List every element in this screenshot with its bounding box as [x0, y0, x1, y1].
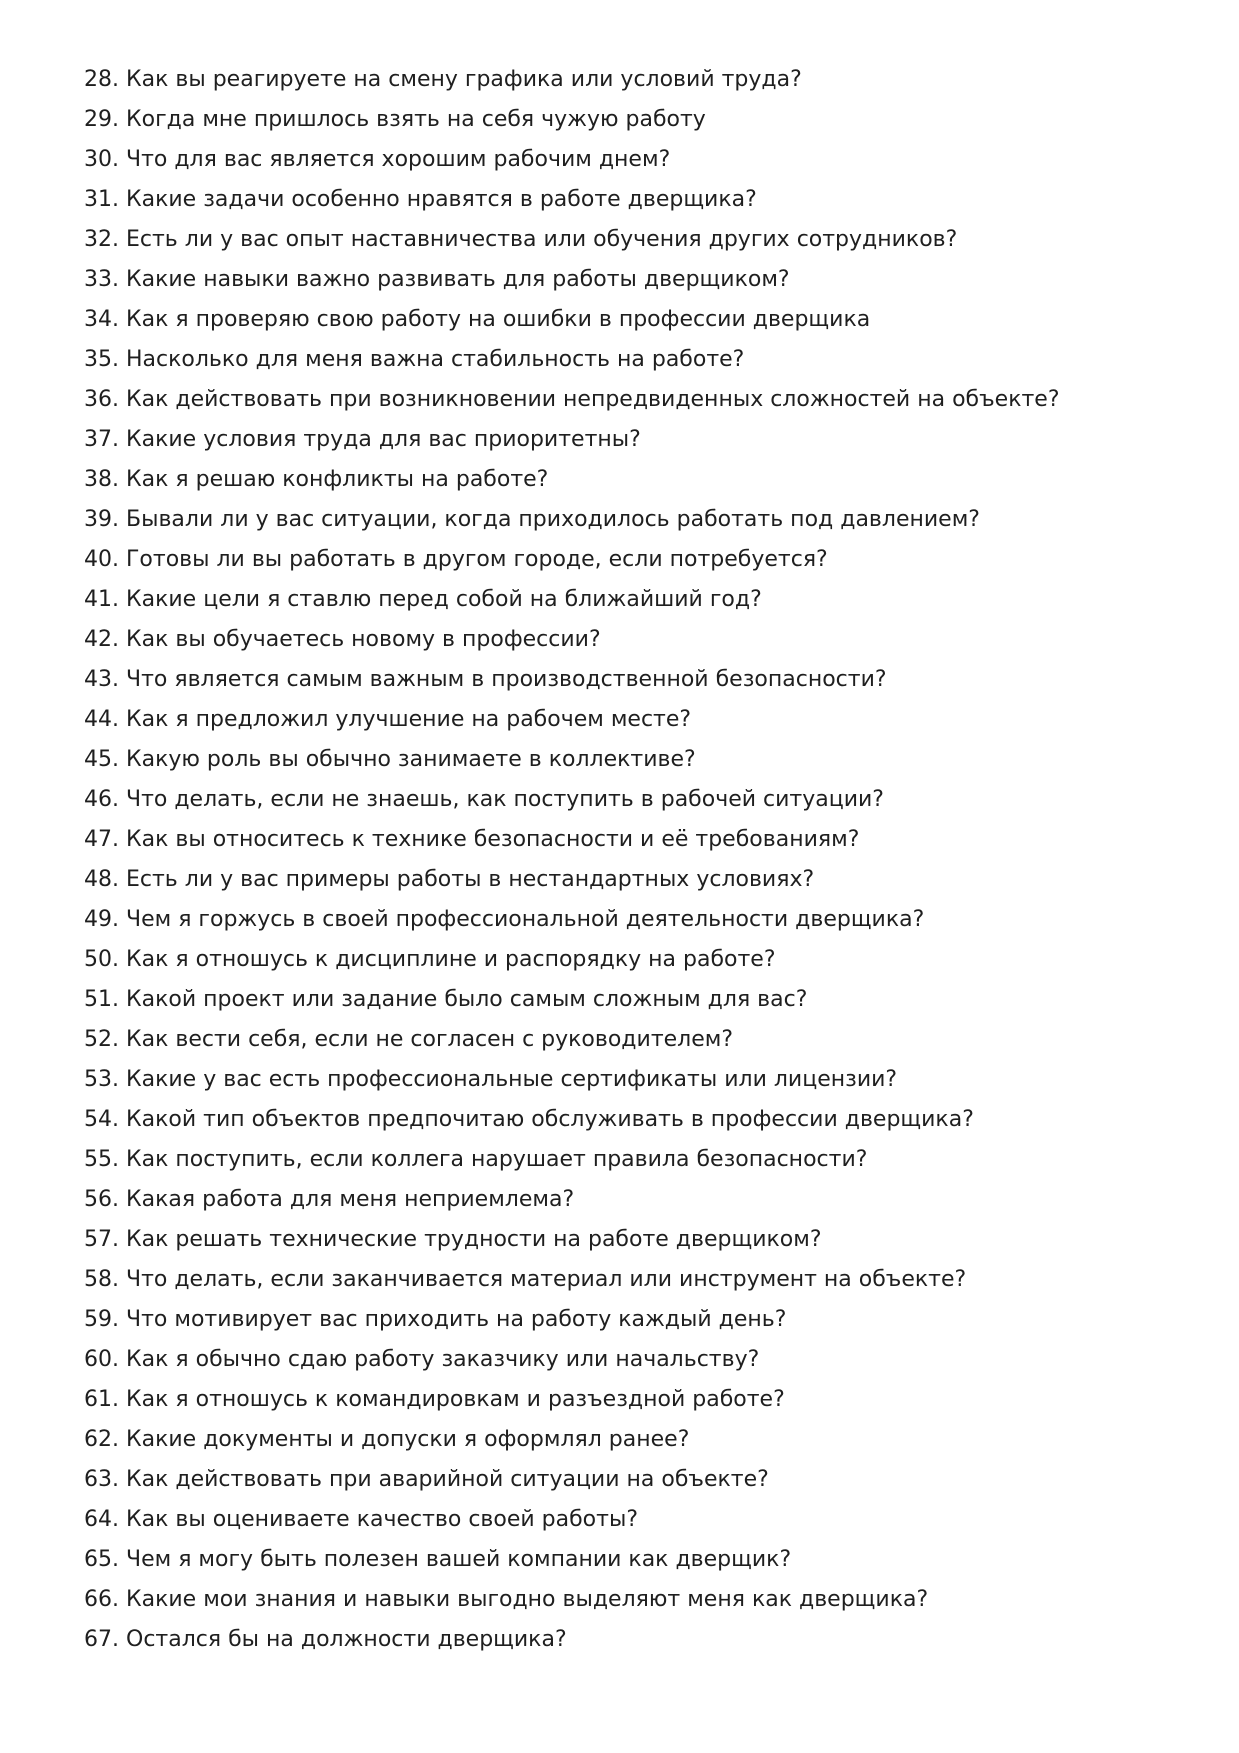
question-text: Как вы реагируете на смену графика или условий труда? — [126, 67, 802, 92]
question-text: Какие задачи особенно нравятся в работе дверщика? — [126, 187, 757, 212]
question-text: Бывали ли у вас ситуации, когда приходилось работать под давлением? — [126, 507, 980, 532]
question-number: 38. — [84, 467, 119, 492]
question-number: 59. — [84, 1307, 119, 1332]
question-item — [84, 940, 1060, 980]
question-number: 41. — [84, 587, 119, 612]
question-item — [84, 1380, 1060, 1420]
question-text: Какая работа для меня неприемлема? — [126, 1187, 575, 1212]
question-item — [84, 380, 1060, 420]
question-text: Как вести себя, если не согласен с руководителем? — [126, 1027, 734, 1052]
question-item — [84, 420, 1060, 460]
question-number: 32. — [84, 227, 119, 252]
question-text: Чем я могу быть полезен вашей компании как дверщик? — [126, 1547, 792, 1572]
question-item — [84, 1540, 1060, 1580]
question-item — [84, 860, 1060, 900]
question-text: Как вы оцениваете качество своей работы? — [126, 1507, 639, 1532]
question-item — [84, 740, 1060, 780]
question-number: 34. — [84, 307, 119, 332]
question-number: 48. — [84, 867, 119, 892]
question-number: 33. — [84, 267, 119, 292]
question-text: Как я решаю конфликты на работе? — [126, 467, 549, 492]
question-text: Какой проект или задание было самым сложным для вас? — [126, 987, 808, 1012]
question-item — [84, 140, 1060, 180]
question-item — [84, 1180, 1060, 1220]
question-number: 36. — [84, 387, 119, 412]
question-item — [84, 1580, 1060, 1620]
question-number: 49. — [84, 907, 119, 932]
question-text: Какую роль вы обычно занимаете в коллективе? — [126, 747, 696, 772]
question-text: Как я проверяю свою работу на ошибки в профессии дверщика — [126, 307, 871, 332]
question-item — [84, 100, 1060, 140]
question-item — [84, 1500, 1060, 1540]
question-item — [84, 340, 1060, 380]
question-item — [84, 660, 1060, 700]
question-text: Как действовать при возникновении непредвиденных сложностей на объекте? — [126, 387, 1060, 412]
question-number: 46. — [84, 787, 119, 812]
question-text: Как я отношусь к командировкам и разъездной работе? — [126, 1387, 785, 1412]
question-number: 60. — [84, 1347, 119, 1372]
question-text: Что для вас является хорошим рабочим днем? — [126, 147, 671, 172]
question-number: 54. — [84, 1107, 119, 1132]
question-text: Как я обычно сдаю работу заказчику или начальству? — [126, 1347, 760, 1372]
question-number: 31. — [84, 187, 119, 212]
question-text: Какие условия труда для вас приоритетны? — [126, 427, 641, 452]
question-text: Какие у вас есть профессиональные сертификаты или лицензии? — [126, 1067, 898, 1092]
question-text: Остался бы на должности дверщика? — [126, 1627, 567, 1652]
question-text: Какие мои знания и навыки выгодно выделяют меня как дверщика? — [126, 1587, 929, 1612]
question-item — [84, 1220, 1060, 1260]
question-text: Какие цели я ставлю перед собой на ближайший год? — [126, 587, 762, 612]
question-number: 43. — [84, 667, 119, 692]
question-number: 40. — [84, 547, 119, 572]
question-text: Как поступить, если коллега нарушает правила безопасности? — [126, 1147, 868, 1172]
question-item — [84, 1260, 1060, 1300]
question-number: 66. — [84, 1587, 119, 1612]
question-text: Какие документы и допуски я оформлял ранее? — [126, 1427, 690, 1452]
question-text: Что делать, если заканчивается материал или инструмент на объекте? — [126, 1267, 967, 1292]
question-list — [84, 60, 1060, 1660]
question-item — [84, 900, 1060, 940]
question-number: 62. — [84, 1427, 119, 1452]
question-number: 30. — [84, 147, 119, 172]
question-item — [84, 580, 1060, 620]
question-text: Когда мне пришлось взять на себя чужую работу — [126, 107, 706, 132]
question-text: Как решать технические трудности на работе дверщиком? — [126, 1227, 822, 1252]
question-item — [84, 500, 1060, 540]
question-text: Как вы относитесь к технике безопасности и её требованиям? — [126, 827, 860, 852]
question-text: Чем я горжусь в своей профессиональной деятельности дверщика? — [126, 907, 925, 932]
question-number: 57. — [84, 1227, 119, 1252]
question-item — [84, 780, 1060, 820]
question-text: Есть ли у вас примеры работы в нестандартных условиях? — [126, 867, 815, 892]
question-item — [84, 1460, 1060, 1500]
question-item — [84, 460, 1060, 500]
question-number: 44. — [84, 707, 119, 732]
question-item — [84, 820, 1060, 860]
question-item — [84, 1620, 1060, 1660]
question-number: 58. — [84, 1267, 119, 1292]
question-number: 53. — [84, 1067, 119, 1092]
question-text: Что является самым важным в производственной безопасности? — [126, 667, 887, 692]
question-number: 45. — [84, 747, 119, 772]
question-item — [84, 1020, 1060, 1060]
question-number: 65. — [84, 1547, 119, 1572]
question-text: Что делать, если не знаешь, как поступить в рабочей ситуации? — [126, 787, 884, 812]
question-item — [84, 1140, 1060, 1180]
question-number: 50. — [84, 947, 119, 972]
question-text: Как вы обучаетесь новому в профессии? — [126, 627, 601, 652]
question-number: 55. — [84, 1147, 119, 1172]
question-item — [84, 980, 1060, 1020]
question-item — [84, 1100, 1060, 1140]
question-text: Готовы ли вы работать в другом городе, если потребуется? — [126, 547, 828, 572]
question-item — [84, 60, 1060, 100]
question-text: Насколько для меня важна стабильность на работе? — [126, 347, 745, 372]
question-number: 67. — [84, 1627, 119, 1652]
question-number: 51. — [84, 987, 119, 1012]
question-text: Как я предложил улучшение на рабочем месте? — [126, 707, 692, 732]
question-item — [84, 220, 1060, 260]
question-item — [84, 700, 1060, 740]
question-number: 64. — [84, 1507, 119, 1532]
question-item — [84, 1420, 1060, 1460]
question-item — [84, 180, 1060, 220]
question-number: 42. — [84, 627, 119, 652]
question-number: 52. — [84, 1027, 119, 1052]
question-number: 29. — [84, 107, 119, 132]
question-item — [84, 260, 1060, 300]
question-text: Как действовать при аварийной ситуации на объекте? — [126, 1467, 769, 1492]
question-number: 28. — [84, 67, 119, 92]
question-number: 63. — [84, 1467, 119, 1492]
question-item — [84, 540, 1060, 580]
question-item — [84, 1340, 1060, 1380]
question-number: 37. — [84, 427, 119, 452]
question-item — [84, 300, 1060, 340]
question-item — [84, 1060, 1060, 1100]
question-number: 61. — [84, 1387, 119, 1412]
question-number: 56. — [84, 1187, 119, 1212]
question-text: Как я отношусь к дисциплине и распорядку на работе? — [126, 947, 776, 972]
question-item — [84, 1300, 1060, 1340]
question-text: Есть ли у вас опыт наставничества или обучения других сотрудников? — [126, 227, 958, 252]
question-number: 39. — [84, 507, 119, 532]
question-number: 35. — [84, 347, 119, 372]
question-number: 47. — [84, 827, 119, 852]
question-item — [84, 620, 1060, 660]
question-text: Что мотивирует вас приходить на работу каждый день? — [126, 1307, 787, 1332]
question-text: Какой тип объектов предпочитаю обслуживать в профессии дверщика? — [126, 1107, 974, 1132]
question-text: Какие навыки важно развивать для работы дверщиком? — [126, 267, 790, 292]
